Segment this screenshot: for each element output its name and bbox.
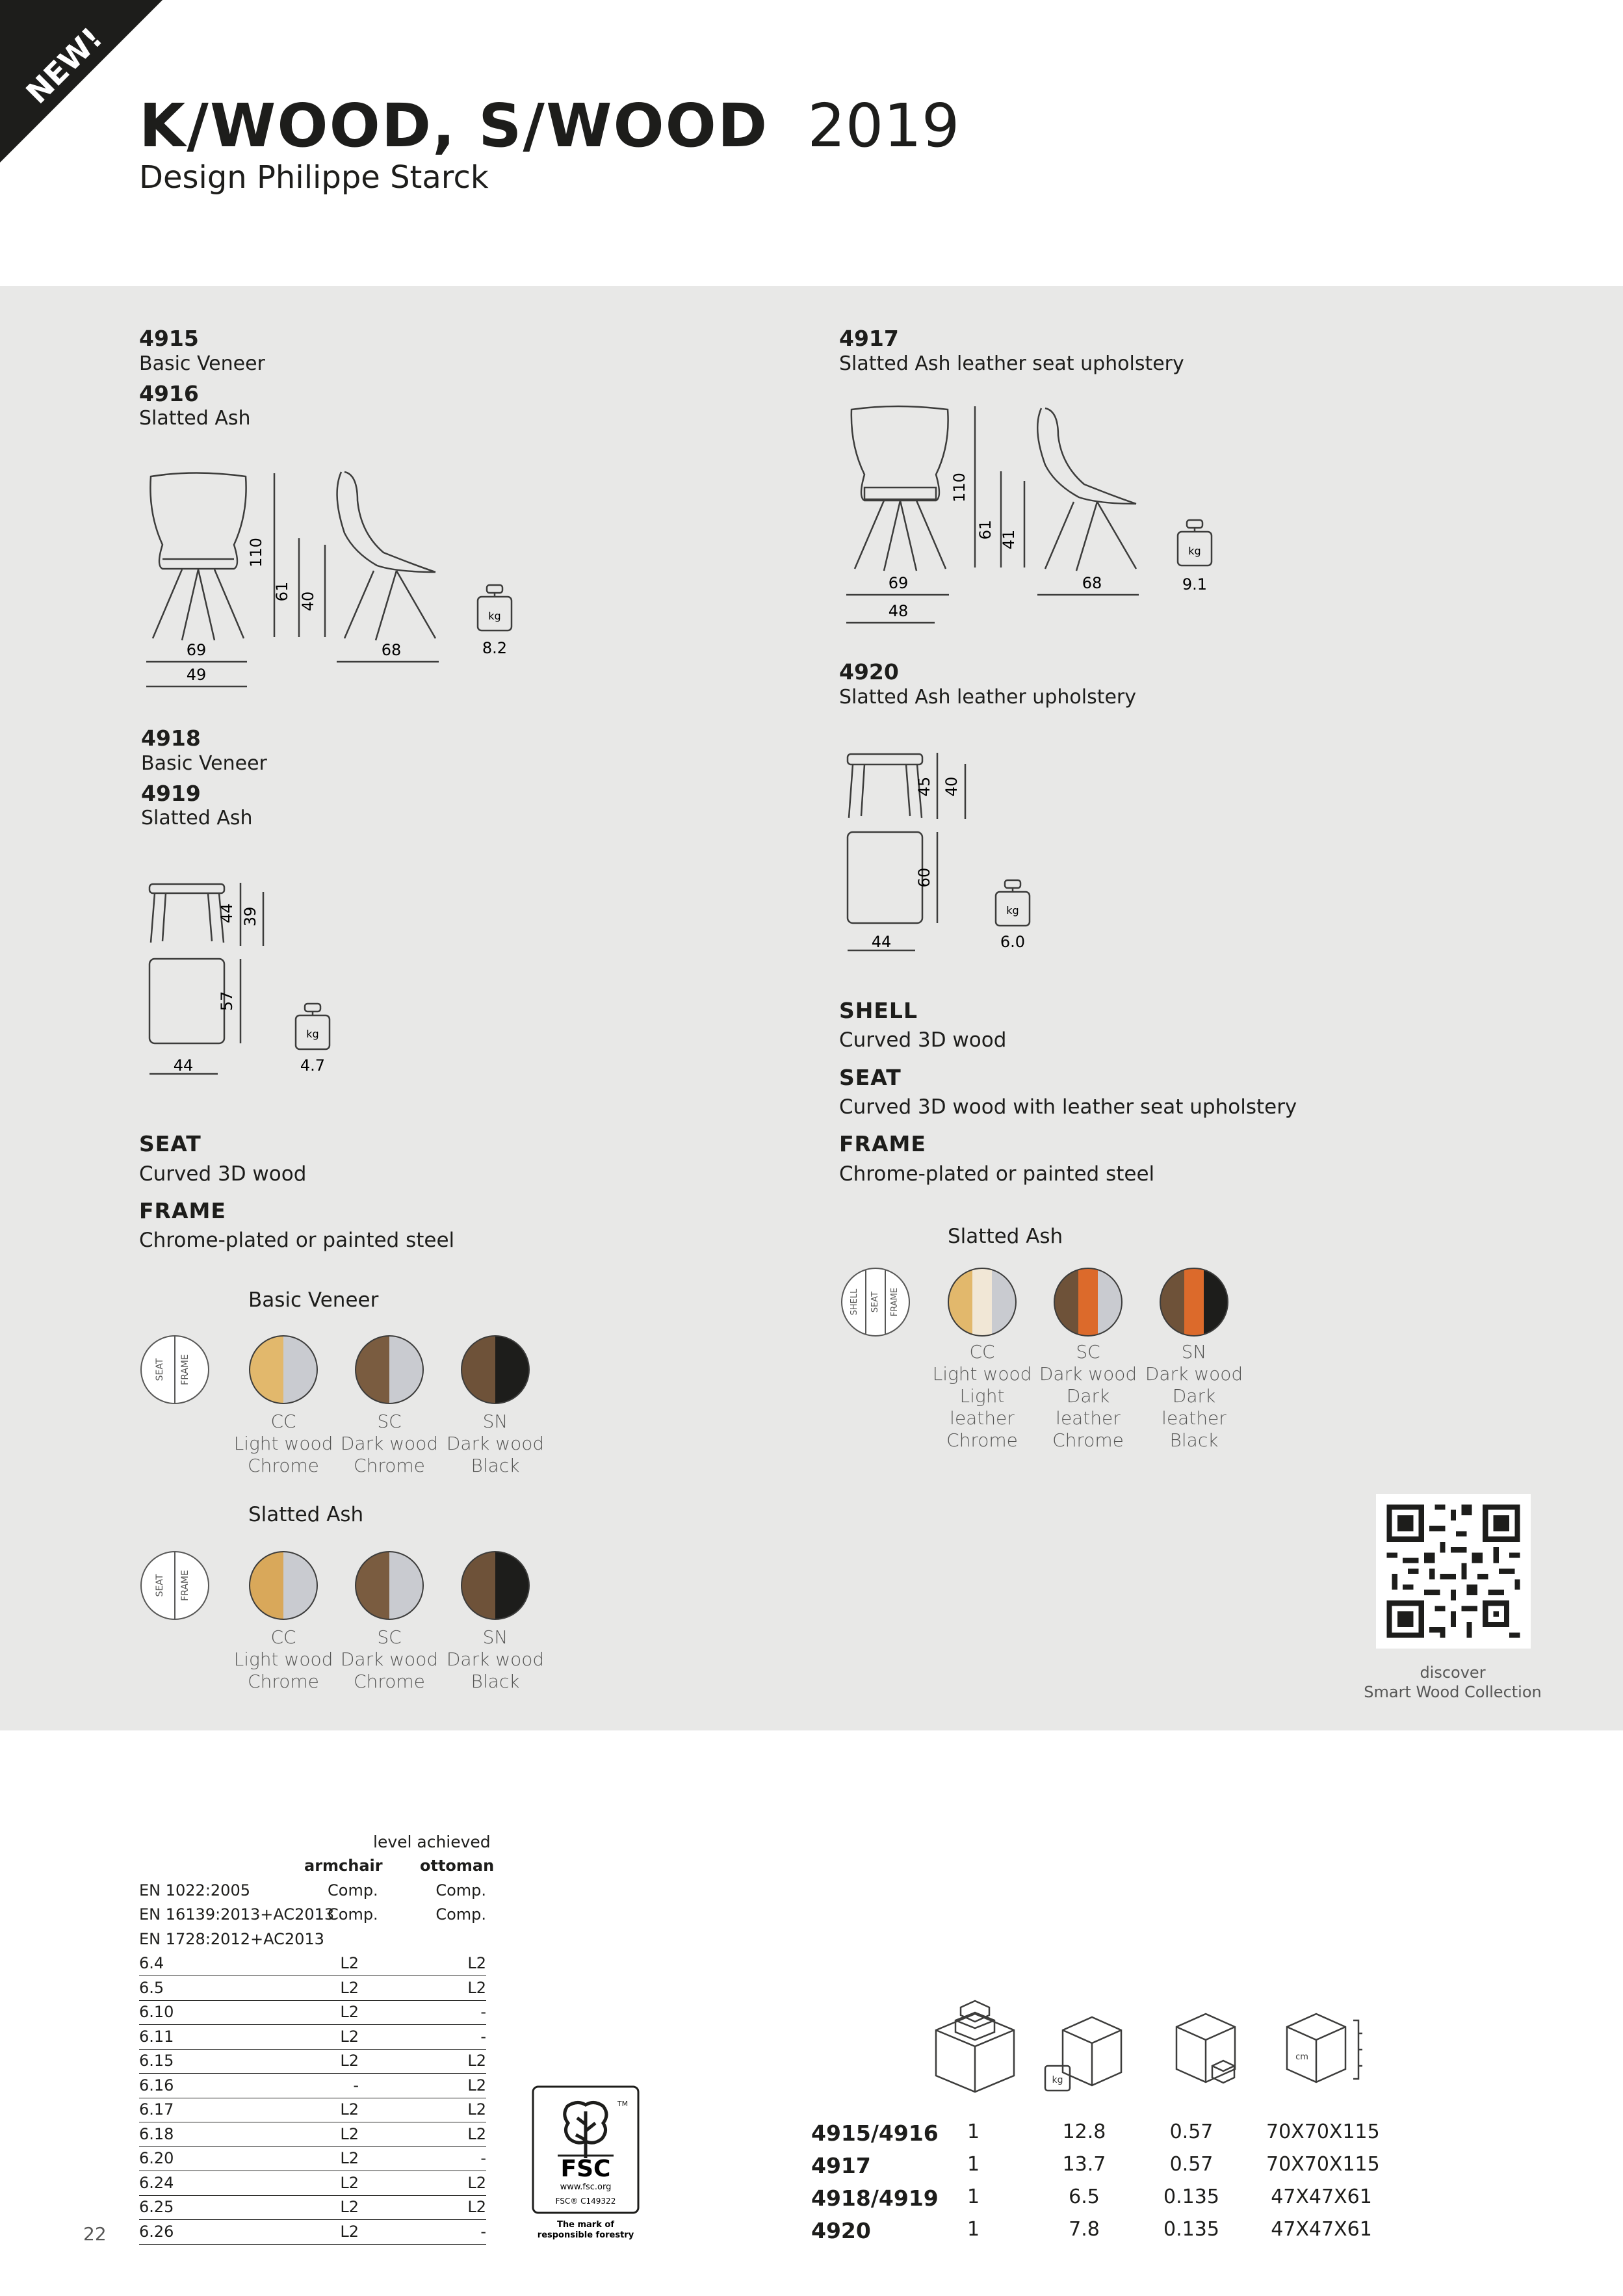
fsc-tag1: The mark of <box>557 2220 614 2230</box>
table-row: 6.5 L2 L2 <box>139 1976 486 2001</box>
table-row: 6.4 L2 L2 <box>139 1951 486 1976</box>
dim-weight: 8.2 <box>482 639 508 657</box>
table-row: 6.24 L2 L2 <box>139 2171 486 2196</box>
seat-value: Curved 3D wood with leather seat upholstery <box>839 1095 1297 1119</box>
designer-credit: Design Philippe Starck <box>139 159 489 196</box>
swatch-cc-upholstered <box>946 1266 1018 1338</box>
dim-armrest: 61 <box>273 581 291 602</box>
fsc-license: FSC® C149322 <box>555 2197 616 2206</box>
swatch-cc-basic <box>248 1334 319 1405</box>
swatch-sn-upholstered <box>1158 1266 1230 1338</box>
swatch-sn-slatted-caption: SN Dark wood Black <box>446 1626 545 1692</box>
code-4918: 4918 <box>141 725 201 751</box>
swatch-cc-basic-caption: CC Light wood Chrome <box>233 1411 333 1476</box>
page-title <box>139 91 959 161</box>
desc-slatted-ash: Slatted Ash <box>139 407 251 430</box>
dim-depth: 60 <box>915 867 933 888</box>
swatch-cc-upholstered-caption: CC Light wood Light leather Chrome <box>932 1341 1032 1451</box>
dim-weight: 6.0 <box>1000 933 1026 951</box>
col-ottoman: ottoman <box>420 1857 495 1875</box>
pack-dims-icon-label: cm <box>1295 2052 1308 2062</box>
seat-label: SEAT <box>839 1065 902 1090</box>
product-name: K/WOOD, S/WOOD <box>139 91 769 161</box>
table-row: 6.11 L2 - <box>139 2025 486 2050</box>
key-frame: FRAME <box>180 1354 190 1385</box>
dim-height: 110 <box>247 538 265 567</box>
swatch-sn-basic-caption: SN Dark wood Black <box>446 1411 545 1476</box>
finish-group-basic-veneer: Basic Veneer <box>248 1288 379 1312</box>
new-badge <box>0 0 162 163</box>
dim-weight: 9.1 <box>1182 575 1208 594</box>
qr-caption: discover Smart Wood Collection <box>1364 1663 1542 1701</box>
frame-label: FRAME <box>839 1131 926 1156</box>
dim-seat-width: 49 <box>186 666 207 684</box>
table-row: 6.26 L2 - <box>139 2220 486 2245</box>
swatch-sn-upholstered-caption: SN Dark wood Dark leather Black <box>1145 1341 1243 1451</box>
table-row: 6.16 - L2 <box>139 2074 486 2098</box>
level-achieved-header: level achieved <box>373 1833 491 1851</box>
weight-icon-label: kg <box>1006 904 1019 917</box>
dim-seat: 39 <box>241 906 259 927</box>
finish-key <box>840 1266 911 1338</box>
key-frame: FRAME <box>890 1287 900 1317</box>
swatch-sc-upholstered <box>1052 1266 1124 1338</box>
fsc-tag2: responsible forestry <box>537 2230 634 2240</box>
dim-width: 69 <box>888 574 909 592</box>
product-year: 2019 <box>807 91 960 161</box>
swatch-sc-basic <box>354 1334 425 1405</box>
ottoman-4918-drawing <box>136 865 344 1086</box>
dim-seat: 40 <box>942 776 961 797</box>
norm-row: EN 1022:2005 Comp. Comp. <box>139 1881 486 1899</box>
col-armchair: armchair <box>304 1857 383 1875</box>
norm-row: EN 16139:2013+AC2013 Comp. Comp. <box>139 1905 486 1924</box>
frame-value: Chrome-plated or painted steel <box>839 1162 1155 1186</box>
frame-label: FRAME <box>139 1198 226 1223</box>
finish-group-slatted-ash-upholstered: Slatted Ash <box>948 1225 1063 1248</box>
weight-icon-label: kg <box>306 1028 319 1040</box>
dim-height: 110 <box>950 473 968 502</box>
dim-width: 44 <box>173 1056 194 1075</box>
code-4919: 4919 <box>141 781 201 806</box>
code-4916: 4916 <box>139 381 199 406</box>
swatch-sc-upholstered-caption: SC Dark wood Dark leather Chrome <box>1039 1341 1137 1451</box>
dim-height: 45 <box>915 776 933 797</box>
finish-key <box>139 1550 211 1621</box>
norm-row: EN 1728:2012+AC2013 <box>139 1930 324 1948</box>
fsc-logo <box>532 2085 640 2248</box>
swatch-sc-slatted-caption: SC Dark wood Chrome <box>340 1626 439 1692</box>
table-row: 6.18 L2 L2 <box>139 2122 486 2147</box>
seat-value: Curved 3D wood <box>139 1162 307 1186</box>
table-row: 6.15 L2 L2 <box>139 2049 486 2074</box>
finish-group-slatted-ash: Slatted Ash <box>248 1503 364 1526</box>
key-frame: FRAME <box>180 1570 190 1601</box>
key-seat: SEAT <box>155 1358 165 1381</box>
new-badge-text: NEW! <box>19 20 109 111</box>
table-row: 6.25 L2 L2 <box>139 2195 486 2220</box>
weight-icon-label: kg <box>488 610 501 622</box>
dim-seat: 41 <box>1000 529 1018 550</box>
packaging-icons <box>923 1994 1391 2098</box>
fsc-brand: FSC <box>560 2156 611 2182</box>
dim-width: 44 <box>871 933 892 951</box>
swatch-sc-slatted <box>354 1550 425 1621</box>
table-row: 6.10 L2 - <box>139 2000 486 2025</box>
table-row: 6.17 L2 L2 <box>139 2098 486 2122</box>
pack-weight-icon-label: kg <box>1052 2075 1063 2085</box>
dim-depth: 68 <box>1082 574 1102 592</box>
seat-label: SEAT <box>139 1131 201 1156</box>
qr-code[interactable] <box>1376 1494 1531 1649</box>
code-4920: 4920 <box>839 659 899 685</box>
dim-weight: 4.7 <box>300 1056 326 1075</box>
weight-icon-label: kg <box>1188 545 1201 557</box>
code-4915: 4915 <box>139 326 199 351</box>
swatch-sn-basic <box>460 1334 531 1405</box>
key-seat: SEAT <box>155 1574 165 1597</box>
dim-seat-width: 48 <box>888 602 909 620</box>
dim-width: 69 <box>186 641 207 659</box>
code-4917: 4917 <box>839 326 899 351</box>
dim-depth: 68 <box>381 641 402 659</box>
key-seat: SEAT <box>870 1291 880 1313</box>
chair-4915-drawing <box>136 455 539 689</box>
desc-4920: Slatted Ash leather upholstery <box>839 686 1137 709</box>
desc-4917: Slatted Ash leather seat upholstery <box>839 352 1184 375</box>
frame-value: Chrome-plated or painted steel <box>139 1229 455 1252</box>
finish-key <box>139 1334 211 1405</box>
dim-height: 44 <box>218 903 236 924</box>
ottoman-4920-drawing <box>838 735 1046 956</box>
key-shell: SHELL <box>850 1288 859 1316</box>
fsc-url: www.fsc.org <box>560 2182 612 2192</box>
swatch-cc-slatted <box>248 1550 319 1621</box>
fsc-tm: TM <box>617 2100 629 2108</box>
desc-basic-veneer: Basic Veneer <box>139 352 265 375</box>
desc-basic-veneer-ottoman: Basic Veneer <box>141 752 267 775</box>
dim-armrest: 61 <box>976 519 994 540</box>
swatch-cc-slatted-caption: CC Light wood Chrome <box>233 1626 333 1692</box>
swatch-sn-slatted <box>460 1550 531 1621</box>
dim-seat: 40 <box>299 591 317 612</box>
swatch-sc-basic-caption: SC Dark wood Chrome <box>340 1411 439 1476</box>
chair-4917-drawing <box>838 390 1241 631</box>
dim-depth: 57 <box>218 991 236 1011</box>
table-row: 6.20 L2 - <box>139 2146 486 2171</box>
shell-label: SHELL <box>839 998 918 1023</box>
page-number: 22 <box>83 2223 107 2245</box>
desc-slatted-ash-ottoman: Slatted Ash <box>141 807 253 829</box>
shell-value: Curved 3D wood <box>839 1028 1007 1052</box>
